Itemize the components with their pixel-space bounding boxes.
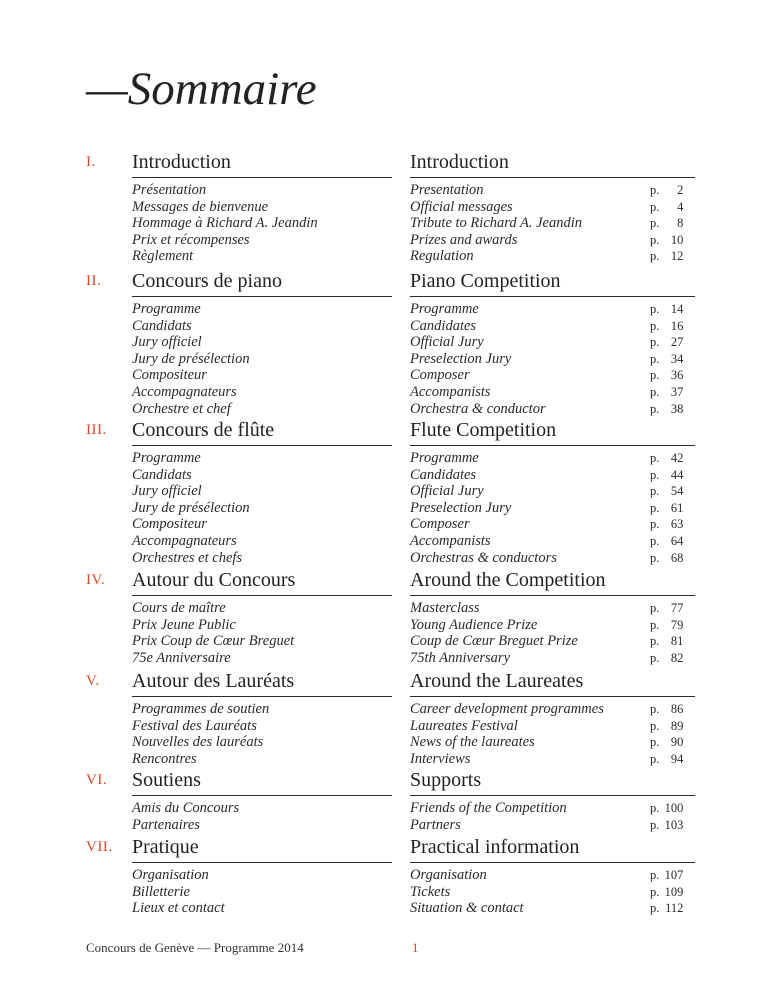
toc-entry-fr: Rencontres (132, 750, 197, 767)
section-divider-en (410, 862, 695, 863)
entries-fr (132, 600, 397, 666)
page-ref-number: 16 (670, 318, 684, 333)
toc-page-ref (650, 884, 698, 901)
section-title-fr: Introduction (132, 151, 231, 173)
toc-entry-en: Preselection Jury (410, 350, 512, 367)
page-prefix: p. (650, 216, 660, 231)
toc-entry-en: News of the laureates (410, 734, 535, 751)
toc-page-ref (650, 467, 698, 484)
page-ref-number: 77 (670, 601, 684, 615)
toc-page-ref (650, 734, 698, 751)
page-ref-number: 10 (670, 232, 684, 247)
section-title-fr: Concours de flûte (132, 419, 275, 441)
toc-entry-en: Masterclass (410, 600, 480, 616)
entries-fr (132, 182, 397, 265)
entries-page-numbers (650, 867, 698, 917)
section-title-fr: Pratique (132, 836, 199, 858)
toc-entry-fr: Jury officiel (132, 334, 202, 351)
page-prefix: p. (650, 401, 660, 416)
toc-page-ref (650, 533, 698, 550)
page-prefix: p. (650, 199, 660, 214)
page-prefix: p. (650, 500, 660, 515)
entries-page-numbers (650, 701, 698, 767)
entries-en (410, 450, 660, 566)
section-numeral: VII. (86, 839, 113, 855)
page-ref-number: 94 (670, 751, 684, 766)
toc-page-ref (650, 334, 698, 351)
page-prefix: p. (650, 183, 660, 197)
toc-page-ref (650, 817, 698, 834)
toc-page-ref (650, 633, 698, 650)
toc-page-ref (650, 401, 698, 418)
toc-entry-en: Candidates (410, 466, 477, 483)
toc-entry-en: Official Jury (410, 483, 484, 500)
toc-entry-en: Tickets (410, 883, 451, 900)
page-prefix: p. (650, 384, 660, 399)
toc-entry-en: Regulation (410, 248, 474, 265)
page-ref-number: 89 (670, 718, 684, 733)
section-numeral: II. (86, 273, 102, 289)
toc-entry-fr: Présentation (132, 182, 207, 198)
page-prefix: p. (650, 634, 660, 649)
entries-en (410, 867, 660, 917)
toc-page-ref (650, 718, 698, 735)
toc-entry-en: Orchestras & conductors (410, 549, 557, 566)
entries-en (410, 182, 660, 265)
section-divider-fr (132, 862, 392, 863)
toc-entry-en: Composer (410, 516, 470, 533)
toc-page-ref (650, 600, 698, 617)
page-number: 1 (412, 940, 419, 955)
section-divider-fr (132, 177, 392, 178)
entries-fr (132, 867, 397, 917)
page-ref-number: 68 (670, 550, 684, 565)
page-ref-number: 8 (677, 216, 684, 231)
toc-entry-fr: Programme (132, 450, 201, 466)
toc-entry-fr: Accompagnateurs (132, 383, 237, 400)
entries-fr (132, 800, 397, 833)
page-ref-number: 54 (670, 484, 684, 499)
page-ref-number: 81 (670, 634, 684, 649)
toc-page-ref (650, 701, 698, 718)
toc-entry-fr: Lieux et contact (132, 900, 225, 917)
toc-entry-fr: Amis du Concours (132, 800, 240, 816)
toc-entry-fr: Accompagnateurs (132, 532, 237, 549)
toc-entry-en: Official Jury (410, 334, 484, 351)
toc-page-ref (650, 384, 698, 401)
page-prefix: p. (650, 718, 660, 733)
toc-entry-en: Tribute to Richard A. Jeandin (410, 215, 582, 232)
toc-page-ref (650, 318, 698, 335)
toc-entry-fr: Programme (132, 301, 201, 317)
toc-entry-en: Interviews (410, 750, 471, 767)
toc-page-ref (650, 351, 698, 368)
toc-page-ref (650, 800, 698, 817)
section-divider-en (410, 445, 695, 446)
page-prefix: p. (650, 901, 660, 916)
toc-entry-en: Situation & contact (410, 900, 524, 917)
page-prefix: p. (650, 702, 660, 716)
page-prefix: p. (650, 868, 660, 882)
toc-page-ref (650, 500, 698, 517)
toc-page-ref (650, 900, 698, 917)
section-title-fr: Concours de piano (132, 270, 282, 292)
toc-entry-fr: Orchestres et chefs (132, 549, 243, 566)
section-divider-fr (132, 296, 392, 297)
section-numeral: III. (86, 422, 107, 438)
page-ref-number: 14 (670, 302, 684, 316)
toc-entry-en: Organisation (410, 867, 487, 883)
page-ref-number: 109 (664, 884, 684, 899)
toc-page-ref (650, 232, 698, 249)
toc-entry-en: Programme (410, 301, 479, 317)
page-prefix: p. (650, 601, 660, 615)
entries-page-numbers (650, 600, 698, 666)
page-ref-number: 90 (670, 735, 684, 750)
section-divider-fr (132, 445, 392, 446)
page-ref-number: 12 (670, 249, 684, 264)
toc-entry-en: Coup de Cœur Breguet Prize (410, 633, 578, 650)
page-ref-number: 27 (670, 335, 684, 350)
page-prefix: p. (650, 232, 660, 247)
page-prefix: p. (650, 318, 660, 333)
toc-page-ref (650, 867, 698, 884)
page-prefix: p. (650, 335, 660, 350)
page-ref-number: 37 (670, 384, 684, 399)
toc-entry-fr: Cours de maître (132, 600, 226, 616)
page-ref-number: 44 (670, 467, 684, 482)
toc-entry-en: Candidates (410, 317, 477, 334)
toc-page-ref (650, 182, 698, 199)
toc-entry-fr: 75e Anniversaire (132, 649, 231, 666)
toc-entry-fr: Prix et récompenses (132, 231, 250, 248)
page-prefix: p. (650, 735, 660, 750)
toc-entry-en: Accompanists (410, 532, 491, 549)
section-numeral: IV. (86, 572, 106, 588)
section-title-en: Introduction (410, 151, 509, 173)
section-title-en: Piano Competition (410, 270, 561, 292)
toc-entry-en: Official messages (410, 198, 513, 215)
section-divider-en (410, 595, 695, 596)
section-divider-fr (132, 595, 392, 596)
entries-en (410, 800, 660, 833)
page-ref-number: 64 (670, 533, 684, 548)
page-title: —Sommaire (86, 63, 317, 115)
page-prefix: p. (650, 884, 660, 899)
section-divider-fr (132, 795, 392, 796)
page-ref-number: 36 (670, 368, 684, 383)
toc-entry-fr: Billetterie (132, 883, 190, 900)
section-divider-en (410, 296, 695, 297)
toc-page-ref (650, 550, 698, 567)
toc-page-ref (650, 516, 698, 533)
page-ref-number: 4 (677, 199, 684, 214)
section-title-en: Around the Competition (410, 569, 606, 591)
page-prefix: p. (650, 484, 660, 499)
page-prefix: p. (650, 650, 660, 665)
toc-entry-fr: Prix Jeune Public (132, 616, 236, 633)
entries-en (410, 701, 660, 767)
toc-entry-fr: Compositeur (132, 367, 207, 384)
page-prefix: p. (650, 801, 660, 815)
toc-entry-en: Presentation (410, 182, 484, 198)
page-prefix: p. (650, 817, 660, 832)
entries-fr (132, 701, 397, 767)
toc-entry-fr: Règlement (132, 248, 194, 265)
page-ref-number: 42 (670, 451, 684, 465)
toc-entry-en: Prizes and awards (410, 231, 518, 248)
page-prefix: p. (650, 451, 660, 465)
page-ref-number: 107 (664, 868, 684, 882)
section-numeral: VI. (86, 772, 108, 788)
page-ref-number: 112 (665, 901, 684, 916)
section-title-fr: Autour du Concours (132, 569, 296, 591)
entries-fr (132, 450, 397, 566)
page-prefix: p. (650, 302, 660, 316)
section-title-fr: Soutiens (132, 769, 201, 791)
toc-entry-fr: Messages de bienvenue (132, 198, 269, 215)
page-ref-number: 34 (670, 351, 684, 366)
toc-entry-en: Career development programmes (410, 701, 604, 717)
page-ref-number: 2 (677, 183, 684, 197)
entries-page-numbers (650, 301, 698, 417)
page-prefix: p. (650, 249, 660, 264)
page-prefix: p. (650, 617, 660, 632)
toc-entry-en: Composer (410, 367, 470, 384)
toc-page-ref (650, 751, 698, 768)
toc-page-ref (650, 215, 698, 232)
toc-entry-en: Accompanists (410, 383, 491, 400)
section-numeral: V. (86, 673, 100, 689)
page-ref-number: 79 (670, 617, 684, 632)
toc-entry-fr: Programmes de soutien (132, 701, 270, 717)
section-title-en: Supports (410, 769, 482, 791)
page-prefix: p. (650, 751, 660, 766)
toc-entry-fr: Organisation (132, 867, 209, 883)
section-title-en: Around the Laureates (410, 670, 584, 692)
toc-page-ref (650, 199, 698, 216)
toc-page-ref (650, 450, 698, 467)
section-divider-en (410, 177, 695, 178)
section-title-fr: Autour des Lauréats (132, 670, 295, 692)
toc-entry-en: Preselection Jury (410, 499, 512, 516)
toc-entry-fr: Hommage à Richard A. Jeandin (132, 215, 318, 232)
footer-text: Concours de Genève — Programme 2014 (86, 940, 304, 955)
page-ref-number: 103 (664, 817, 684, 832)
page-prefix: p. (650, 351, 660, 366)
page-ref-number: 86 (670, 702, 684, 716)
page-ref-number: 63 (670, 517, 684, 532)
toc-entry-en: Programme (410, 450, 479, 466)
toc-entry-fr: Compositeur (132, 516, 207, 533)
page-prefix: p. (650, 368, 660, 383)
toc-entry-fr: Candidats (132, 317, 192, 334)
toc-entry-fr: Partenaires (132, 816, 200, 833)
page-prefix: p. (650, 467, 660, 482)
entries-en (410, 600, 660, 666)
section-title-en: Flute Competition (410, 419, 557, 441)
toc-entry-fr: Prix Coup de Cœur Breguet (132, 633, 295, 650)
section-title-en: Practical information (410, 836, 580, 858)
entries-fr (132, 301, 397, 417)
page-ref-number: 82 (670, 650, 684, 665)
page-prefix: p. (650, 533, 660, 548)
page-ref-number: 38 (670, 401, 684, 416)
entries-page-numbers (650, 182, 698, 265)
toc-entry-fr: Orchestre et chef (132, 400, 231, 417)
toc-entry-fr: Festival des Lauréats (132, 717, 257, 734)
toc-entry-fr: Candidats (132, 466, 192, 483)
toc-entry-fr: Nouvelles des lauréats (132, 734, 264, 751)
page-prefix: p. (650, 517, 660, 532)
toc-entry-en: Young Audience Prize (410, 616, 538, 633)
entries-page-numbers (650, 450, 698, 566)
toc-page-ref (650, 650, 698, 667)
page-prefix: p. (650, 550, 660, 565)
toc-entry-fr: Jury de présélection (132, 350, 250, 367)
section-divider-en (410, 795, 695, 796)
toc-page-ref (650, 483, 698, 500)
page-ref-number: 61 (670, 500, 684, 515)
entries-en (410, 301, 660, 417)
toc-entry-fr: Jury de présélection (132, 499, 250, 516)
section-divider-en (410, 696, 695, 697)
toc-entry-en: Partners (410, 816, 461, 833)
toc-page-ref (650, 248, 698, 265)
toc-entry-en: Friends of the Competition (410, 800, 567, 816)
toc-entry-en: Laureates Festival (410, 717, 518, 734)
toc-entry-en: 75th Anniversary (410, 649, 511, 666)
toc-page-ref (650, 301, 698, 318)
toc-entry-en: Orchestra & conductor (410, 400, 546, 417)
toc-entry-fr: Jury officiel (132, 483, 202, 500)
entries-page-numbers (650, 800, 698, 833)
toc-page-ref (650, 367, 698, 384)
section-divider-fr (132, 696, 392, 697)
section-numeral: I. (86, 154, 96, 170)
page-ref-number: 100 (664, 801, 684, 815)
toc-page-ref (650, 617, 698, 634)
